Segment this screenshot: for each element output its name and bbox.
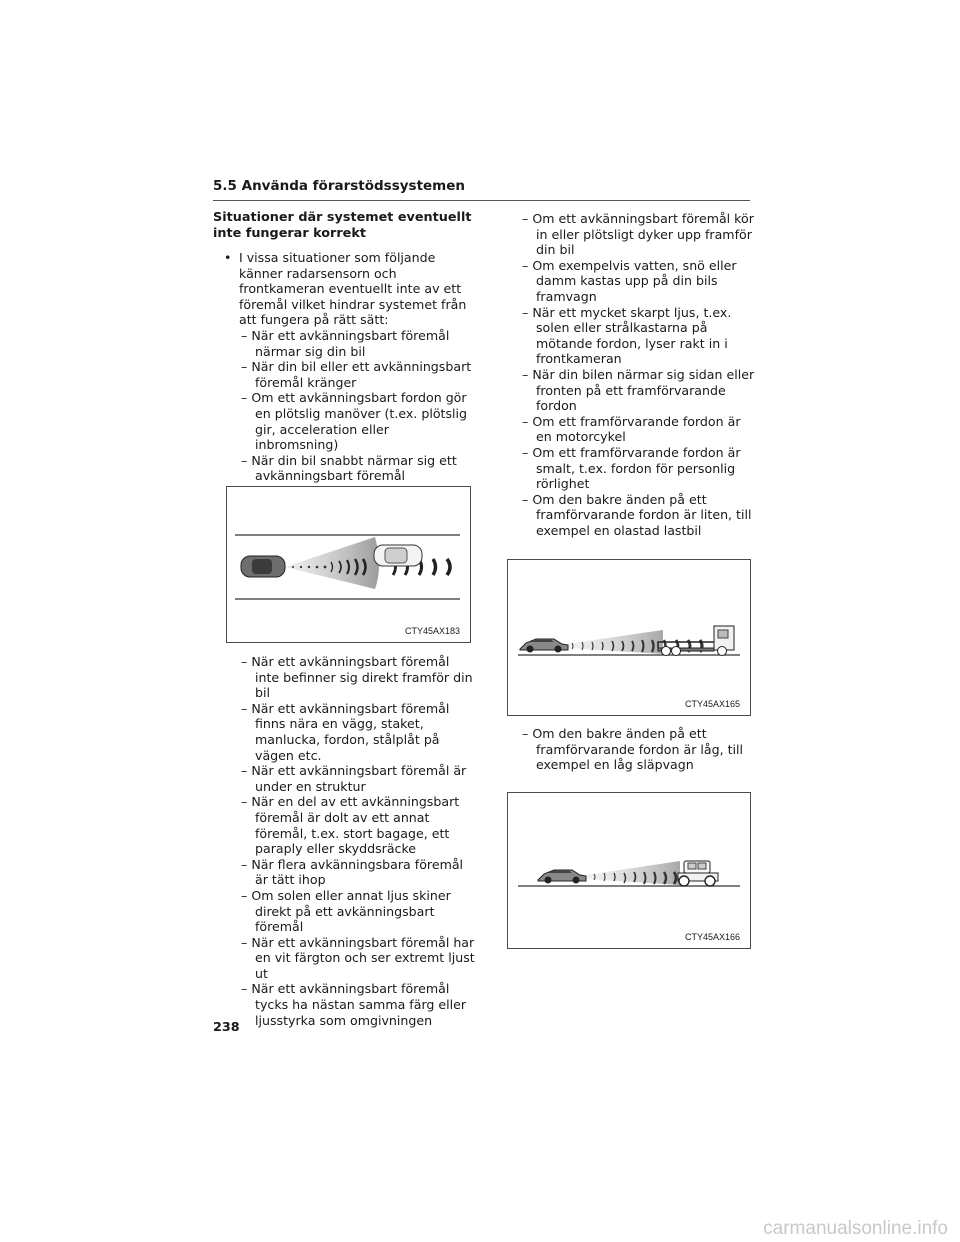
- list-item: – När ett avkänningsbart föremål finns nära en vägg, staket, manlucka, fordon, stålplåt på vägen etc.: [227, 701, 477, 763]
- section-heading: Situationer där systemet eventuellt inte fungerar korrekt: [213, 210, 472, 241]
- list-item: – Om den bakre änden på ett framförvarande fordon är liten, till exempel en olastad lastbil: [508, 492, 756, 539]
- condition-list-4: [508, 726, 756, 773]
- list-item: – När din bil snabbt närmar sig ett avkänningsbart föremål: [227, 453, 473, 484]
- list-item: – När ett avkänningsbart föremål är under en struktur: [227, 763, 477, 794]
- list-item: – Om ett avkänningsbart föremål kör in eller plötsligt dyker upp framför din bil: [508, 211, 756, 258]
- list-item: – Om ett framförvarande fordon är en motorcykel: [508, 414, 756, 445]
- diagram-illustration: [508, 560, 750, 715]
- list-item: – När ett mycket skarpt ljus, t.ex. solen eller strålkastarna på mötande fordon, lyser rakt in i frontkameran: [508, 305, 756, 367]
- figure-low-trailer: [507, 792, 751, 949]
- condition-list-1: [213, 328, 473, 484]
- list-item: – Om solen eller annat ljus skiner direkt på ett avkänningsbart föremål: [227, 888, 477, 935]
- list-item: – Om ett framförvarande fordon är smalt, t.ex. fordon för personlig rörlighet: [508, 445, 756, 492]
- left-column-top: [213, 250, 473, 484]
- left-column-bottom: [227, 654, 477, 1028]
- list-item: – När ett avkänningsbart föremål tycks ha nästan samma färg eller ljusstyrka som omgivningen: [227, 981, 477, 1028]
- page-number: 238: [213, 1020, 240, 1035]
- list-item: – Om exempelvis vatten, snö eller damm kastas upp på din bils framvagn: [508, 258, 756, 305]
- list-item: – När din bil eller ett avkänningsbart föremål kränger: [227, 359, 473, 390]
- right-column-bottom: [508, 726, 756, 773]
- condition-list-2: [227, 654, 477, 1028]
- diagram-illustration: [227, 487, 470, 642]
- figure-code: CTY45AX166: [684, 932, 740, 942]
- section-title: 5.5 Använda förarstödssystemen: [213, 178, 750, 201]
- diagram-illustration: [508, 793, 750, 948]
- figure-code: CTY45AX165: [684, 699, 740, 709]
- watermark: carmanualsonline.info: [763, 1218, 948, 1239]
- list-item: – När ett avkänningsbart föremål har en vit färgton och ser extremt ljust ut: [227, 935, 477, 982]
- list-item: – När din bilen närmar sig sidan eller fronten på ett framförvarande fordon: [508, 367, 756, 414]
- intro-bullet: [213, 250, 473, 328]
- list-item: – När ett avkänningsbart föremål närmar sig din bil: [227, 328, 473, 359]
- list-item: – Om den bakre änden på ett framförvarande fordon är låg, till exempel en låg släpvagn: [508, 726, 756, 773]
- right-column-top: [508, 211, 756, 538]
- figure-code: CTY45AX183: [404, 626, 460, 636]
- list-item: – Om ett avkänningsbart fordon gör en plötslig manöver (t.ex. plötslig gir, acceleration eller inbromsning): [227, 390, 473, 452]
- bullet-marker: •: [224, 250, 232, 265]
- list-item: – När en del av ett avkänningsbart föremål är dolt av ett annat föremål, t.ex. stort bagage, ett paraply eller skyddsräcke: [227, 794, 477, 856]
- intro-text: I vissa situationer som följande känner radarsensorn och frontkameran eventuellt inte av ett föremål vilket hindrar systemet från att fungera på rätt sätt:: [239, 250, 467, 328]
- list-item: – När ett avkänningsbart föremål inte befinner sig direkt framför din bil: [227, 654, 477, 701]
- list-item: – När flera avkänningsbara föremål är tätt ihop: [227, 857, 477, 888]
- figure-oncoming-vehicle: [226, 486, 471, 643]
- condition-list-3: [508, 211, 756, 538]
- figure-empty-truck: [507, 559, 751, 716]
